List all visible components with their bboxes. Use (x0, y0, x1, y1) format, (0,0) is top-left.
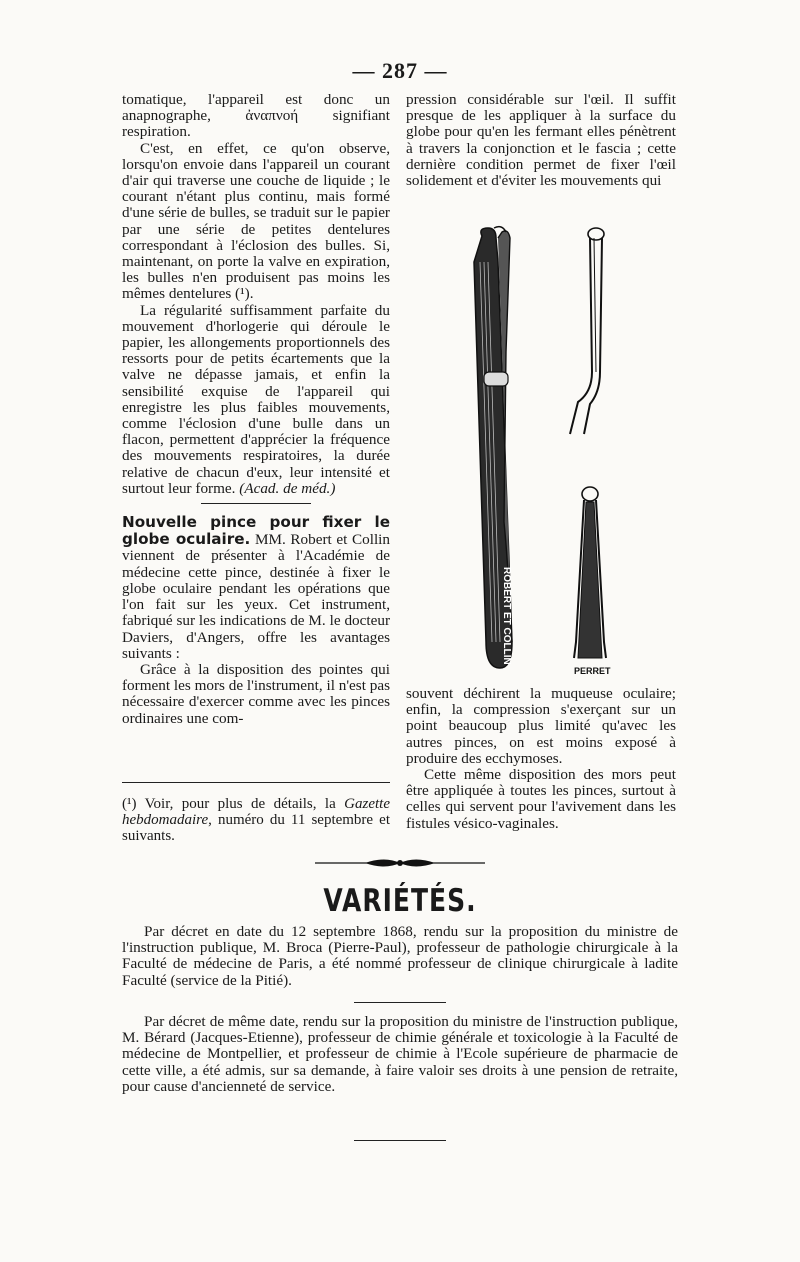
footnote-rule (122, 782, 390, 783)
engraver-signature: PERRET (574, 666, 611, 676)
section-ornament (315, 856, 485, 870)
paragraph: C'est, en effet, ce qu'on observe, lorsqu'on envoie dans l'appareil un courant d'air qui traverse une couche de liquide ; le courant n'étant plus continu, mais formé d'une série de bulles, se traduit sur le papier par une série de petites dentelures correspondant à l'éclosion des bulles. Si, maintenant, on porte la valve en expiration, les bulles n'en produisent pas moins les mêmes dentelures (¹). (122, 139, 390, 303)
footnote-text: , numéro du 11 septembre et suivants. (122, 812, 390, 844)
page-number: — 287 — (352, 58, 448, 83)
article-paragraph (122, 514, 390, 662)
forceps-illustration (466, 222, 646, 682)
right-column-top (406, 92, 676, 189)
paragraph: tomatique, l'appareil est donc un anapnographe, ἀναπνοή signifiant respiration. (122, 91, 390, 141)
article-rule (201, 503, 311, 504)
paragraph: Par décret de même date, rendu sur la proposition du ministre de l'instruction publique, M. Bérard (Jacques-Etienne), professeur de chimie générale et toxicologie à la Faculté de médecine de Montpellier, et professeur de chimie à l'Ecole supérieure de pharmacie de cette ville, a été admis, sur sa demande, à faire valoir ses droits à une pension de retraite, pour cause d'ancienneté de service. (122, 1013, 678, 1095)
paragraph: pression considérable sur l'œil. Il suffit presque de les appliquer à la surface du globe pour qu'en les fermant elles pénètrent à travers la conjonction et le fascia ; cette dernière condition permet de fixer l'œil solidement et d'éviter les mouvements qui (406, 91, 676, 190)
paragraph: Grâce à la disposition des pointes qui forment les mors de l'instrument, il n'est pas nécessaire d'exercer comme avec les pinces ordinaires une com- (122, 660, 390, 727)
divider-rule (354, 1002, 446, 1003)
journal-title: Gazette hebdomadaire (122, 796, 390, 828)
section-title: VARIÉTÉS. (323, 882, 477, 919)
paragraph: Cette même disposition des mors peut être appliquée à toutes les pinces, surtout à celles qui servent pour l'avivement dans les fistules vésico-vaginales. (406, 766, 676, 832)
article-title: Nouvelle pince pour fixer le globe oculaire. (122, 513, 390, 549)
forceps-tip-open-view (570, 228, 604, 434)
paragraph: Par décret en date du 12 septembre 1868, rendu sur la proposition du ministre de l'instruction publique, M. Broca (Pierre-Paul), professeur de pathologie chirurgicale à la Faculté de médecine de Paris, a été nommé professeur de clinique chirurgicale à ladite Faculté (service de la Pitié). (122, 923, 678, 989)
left-column (122, 92, 390, 727)
right-column-bottom (406, 686, 676, 832)
forceps-closed-view (474, 227, 512, 668)
end-rule (354, 1140, 446, 1141)
engraved-maker-text: ROBERT ET COLLIN (501, 567, 512, 665)
paragraph-text: La régularité suffisamment parfaite du mouvement d'horlogerie qui déroule le papier, les allongements proportionnels des ressorts pour de petits écartements que la valve ne dépasse jamais, et enfin la sensibilité exquise de l'appareil qui enregistre les plus faibles mouvements, comme l'éclosion d'une bulle dans un flacon, permettent d'apprécier la fréquence des mouvements respiratoires, la durée relative de chacun d'eux, leur intensité et surtout leur forme. (122, 301, 390, 497)
source-citation: (Acad. de méd.) (239, 479, 336, 497)
footnote (122, 796, 390, 844)
paragraph (122, 303, 390, 497)
forceps-tip-closed-view (574, 487, 606, 658)
paragraph-text: MM. Robert et Collin viennent de présenter à l'Académie de médecine cette pince, destinée à fixer le globe oculaire pendant les opérations que l'on fait sur les yeux. Cet instrument, fabriqué sur les indications de M. le docteur Daviers, d'Angers, offre les avantages suivants : (122, 531, 390, 662)
footnote-text: (¹) Voir, pour plus de détails, la (122, 796, 345, 812)
paragraph: souvent déchirent la muqueuse oculaire; enfin, la compression s'exerçant sur un point beaucoup plus limité qu'avec les autres pinces, on est moins exposé à produire des ecchymoses. (406, 685, 676, 767)
